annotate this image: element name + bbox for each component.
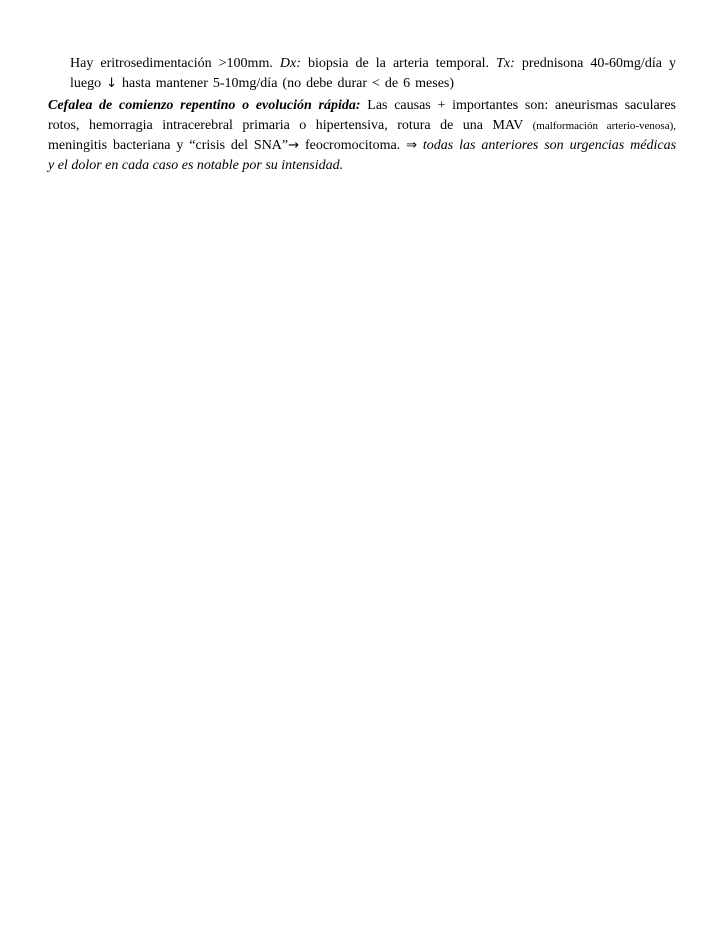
small-note: (malformación arterio-venosa), [532, 119, 677, 132]
down-arrow-icon: ↓ [106, 75, 118, 91]
text-segment: Hay eritrosedimentación >100mm. [70, 56, 273, 71]
right-arrow-icon: → [288, 138, 300, 153]
italic-conclusion: todas las anteriores son urgencias médicas [422, 138, 677, 153]
paragraph1-line2 [70, 74, 676, 94]
paragraph2-line3 [48, 136, 676, 156]
text-segment: feocromocitoma. [304, 138, 401, 153]
section-heading: Cefalea de comienzo repentino o evolución rápida: [48, 98, 361, 113]
dx-label: Dx: [279, 56, 301, 71]
paragraph1-line1 [70, 54, 676, 74]
text-segment: biopsia de la arteria temporal. [307, 56, 490, 71]
text-segment: meningitis bacteriana y “crisis del SNA” [48, 138, 289, 153]
paragraph2-line4 [48, 156, 676, 176]
tx-label: Tx: [496, 56, 515, 71]
text-segment: luego [70, 75, 102, 91]
text-segment: rotos, hemorragia intracerebral primaria o hipertensiva, rotura de una MAV [48, 117, 524, 133]
paragraph2-line1 [48, 96, 676, 116]
text-segment: hasta mantener 5-10mg/día (no debe durar < de 6 meses) [122, 75, 455, 91]
paragraph2-line2 [48, 116, 676, 137]
implies-arrow-icon: ⇒ [406, 138, 417, 153]
paragraph-temporal-arteritis [70, 54, 676, 93]
text-segment: Las causas + importantes son: aneurismas saculares [367, 98, 676, 113]
italic-conclusion-end: y el dolor en cada caso es notable por su intensidad. [48, 157, 344, 173]
text-segment: prednisona 40-60mg/día y [521, 56, 676, 71]
paragraph-sudden-headache [48, 96, 676, 175]
